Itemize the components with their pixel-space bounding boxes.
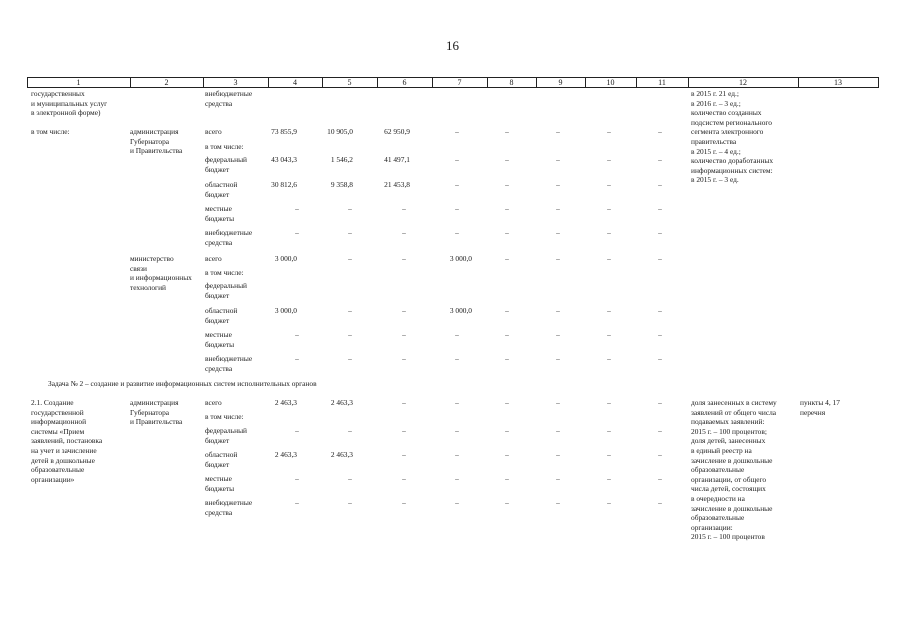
col1-text: в электронной форме) xyxy=(31,108,101,118)
dash-cell: – xyxy=(505,180,509,189)
col2-text: и Правительства xyxy=(130,417,183,427)
col2-text: администрация xyxy=(130,398,179,407)
header-col-number: 5 xyxy=(347,78,352,87)
dash-cell: – xyxy=(556,450,560,459)
dash-cell: – xyxy=(348,474,352,483)
col12-text: организации, от общего xyxy=(691,474,767,484)
col12-text: заявлений от общего числа xyxy=(691,407,777,417)
col3-label: бюджет xyxy=(205,435,230,445)
dash-cell: – xyxy=(402,330,406,339)
dash-cell: – xyxy=(455,354,459,363)
col12-text: в 2016 г. – 3 ед.; xyxy=(691,98,741,108)
col2-text: Губернатора xyxy=(130,136,170,146)
header-col-number: 4 xyxy=(293,78,297,87)
dash-cell: – xyxy=(348,354,352,363)
dash-cell: – xyxy=(658,254,662,263)
header-col-number: 6 xyxy=(402,78,407,87)
amount-cell: 41 497,1 xyxy=(384,155,410,164)
col12-text: количество созданных xyxy=(691,108,762,118)
col3-label: средства xyxy=(205,363,233,373)
dash-cell: – xyxy=(556,474,560,483)
dash-cell: – xyxy=(658,155,662,164)
header-col-separator xyxy=(878,77,879,88)
dash-cell: – xyxy=(658,474,662,483)
dash-cell: – xyxy=(505,306,509,315)
amount-cell: 2 463,3 xyxy=(274,398,297,407)
col12-text: в единый реестр на xyxy=(691,446,752,455)
dash-cell: – xyxy=(607,450,611,459)
dash-cell: – xyxy=(658,306,662,315)
dash-cell: – xyxy=(505,155,509,164)
col3-label: всего xyxy=(205,127,222,136)
dash-cell: – xyxy=(607,306,611,315)
dash-cell: – xyxy=(295,228,299,237)
dash-cell: – xyxy=(348,254,352,263)
amount-cell: 2 463,3 xyxy=(274,450,297,459)
col12-text: образовательные xyxy=(691,465,745,475)
col12-text: числа детей, состоящих xyxy=(691,484,766,494)
dash-cell: – xyxy=(607,398,611,407)
col12-text: доля занесенных в систему xyxy=(691,398,777,407)
col1-text: и муниципальных услуг xyxy=(31,98,108,108)
dash-cell: – xyxy=(455,498,459,507)
col3-label: федеральный xyxy=(205,281,247,290)
dash-cell: – xyxy=(607,330,611,339)
col12-text: в 2015 г. 21 ед.; xyxy=(691,89,739,98)
dash-cell: – xyxy=(402,204,406,213)
col1-text: информационной xyxy=(31,417,87,427)
amount-cell: 1 546,2 xyxy=(330,155,353,164)
amount-cell: 3 000,0 xyxy=(274,306,297,315)
col3-label: бюджеты xyxy=(205,213,235,223)
dash-cell: – xyxy=(607,228,611,237)
dash-cell: – xyxy=(505,204,509,213)
dash-cell: – xyxy=(556,127,560,136)
col1-text: образовательные xyxy=(31,465,85,475)
col1-text: государственной xyxy=(31,407,84,417)
col2-text: и информационных xyxy=(130,273,192,283)
col2-text: Губернатора xyxy=(130,407,170,417)
amount-cell: 73 855,9 xyxy=(271,127,297,136)
col12-text: зачисление в дошкольные xyxy=(691,455,773,465)
col1-text: на учет и зачисление xyxy=(31,446,97,455)
col12-text: в 2015 г. – 3 ед. xyxy=(691,175,739,185)
dash-cell: – xyxy=(348,204,352,213)
dash-cell: – xyxy=(607,155,611,164)
dash-cell: – xyxy=(402,426,406,435)
col3-label: областной xyxy=(205,450,238,459)
col12-text: правительства xyxy=(691,137,737,146)
col3-label: в том числе: xyxy=(205,268,244,277)
col3-label: федеральный xyxy=(205,155,247,164)
col3-label: средства xyxy=(205,507,233,517)
col12-text: 2015 г. – 100 процентов xyxy=(691,532,765,542)
col12-text: зачисление в дошкольные xyxy=(691,503,773,513)
dash-cell: – xyxy=(658,354,662,363)
col3-label: бюджет xyxy=(205,164,230,174)
col3-label: местные xyxy=(205,204,232,213)
col3-label: областной xyxy=(205,306,238,315)
dash-cell: – xyxy=(402,254,406,263)
amount-cell: 2 463,3 xyxy=(330,398,353,407)
col3-label: в том числе: xyxy=(205,142,244,151)
col3-label: областной xyxy=(205,180,238,189)
dash-cell: – xyxy=(658,498,662,507)
dash-cell: – xyxy=(556,330,560,339)
header-col-number: 13 xyxy=(834,78,842,87)
col2-text: технологий xyxy=(130,282,166,292)
col12-text: в очередности на xyxy=(691,494,745,503)
col3-label: местные xyxy=(205,474,232,483)
dash-cell: – xyxy=(505,398,509,407)
dash-cell: – xyxy=(556,398,560,407)
dash-cell: – xyxy=(658,426,662,435)
dash-cell: – xyxy=(455,155,459,164)
dash-cell: – xyxy=(607,180,611,189)
dash-cell: – xyxy=(556,498,560,507)
col3-label: внебюджетные xyxy=(205,354,253,363)
dash-cell: – xyxy=(402,498,406,507)
col12-text: подаваемых заявлений: xyxy=(691,417,765,427)
amount-cell: 30 812,6 xyxy=(271,180,297,189)
col3-label: внебюджетные xyxy=(205,228,253,237)
col2-text: связи xyxy=(130,263,147,273)
col12-text: организации: xyxy=(691,522,733,532)
amount-cell: 62 950,9 xyxy=(384,127,410,136)
dash-cell: – xyxy=(348,498,352,507)
dash-cell: – xyxy=(295,498,299,507)
dash-cell: – xyxy=(402,474,406,483)
dash-cell: – xyxy=(556,354,560,363)
dash-cell: – xyxy=(658,450,662,459)
dash-cell: – xyxy=(295,330,299,339)
dash-cell: – xyxy=(505,330,509,339)
col3-label: всего xyxy=(205,398,222,407)
dash-cell: – xyxy=(556,180,560,189)
dash-cell: – xyxy=(556,426,560,435)
dash-cell: – xyxy=(402,228,406,237)
header-col-number: 8 xyxy=(509,78,514,87)
header-col-number: 9 xyxy=(558,78,563,87)
dash-cell: – xyxy=(455,180,459,189)
col3-label: внебюджетные xyxy=(205,498,253,507)
amount-cell: 21 453,8 xyxy=(384,180,410,189)
col3-label: внебюджетные xyxy=(205,89,253,98)
dash-cell: – xyxy=(658,204,662,213)
col3-label: местные xyxy=(205,330,232,339)
dash-cell: – xyxy=(658,127,662,136)
col2-text: администрация xyxy=(130,127,179,136)
col12-text: доля детей, занесенных xyxy=(691,436,766,446)
col3-label: бюджет xyxy=(205,290,230,300)
dash-cell: – xyxy=(505,354,509,363)
col3-label: бюджеты xyxy=(205,339,235,349)
col2-text: и Правительства xyxy=(130,146,183,156)
dash-cell: – xyxy=(658,228,662,237)
col12-text: сегмента электронного xyxy=(691,127,764,137)
dash-cell: – xyxy=(505,228,509,237)
dash-cell: – xyxy=(455,450,459,459)
col1-text: системы «Прием xyxy=(31,426,85,436)
amount-cell: 3 000,0 xyxy=(449,306,472,315)
col2-text: министерство xyxy=(130,254,174,263)
dash-cell: – xyxy=(607,498,611,507)
dash-cell: – xyxy=(607,354,611,363)
col12-text: 2015 г. – 100 процентов; xyxy=(691,426,767,436)
col1-text: организации» xyxy=(31,474,75,484)
dash-cell: – xyxy=(556,306,560,315)
dash-cell: – xyxy=(348,426,352,435)
header-col-number: 12 xyxy=(739,78,747,87)
dash-cell: – xyxy=(505,498,509,507)
dash-cell: – xyxy=(556,155,560,164)
header-col-number: 3 xyxy=(233,78,238,87)
dash-cell: – xyxy=(455,330,459,339)
col12-text: количество доработанных xyxy=(691,156,774,166)
amount-cell: 10 905,0 xyxy=(327,127,353,136)
col3-label: в том числе: xyxy=(205,412,244,421)
dash-cell: – xyxy=(455,204,459,213)
header-col-number: 11 xyxy=(658,78,666,87)
col1-text: заявлений, постановка xyxy=(31,436,103,446)
col1-label: в том числе: xyxy=(31,127,70,136)
dash-cell: – xyxy=(607,474,611,483)
dash-cell: – xyxy=(607,204,611,213)
dash-cell: – xyxy=(505,254,509,263)
dash-cell: – xyxy=(348,228,352,237)
dash-cell: – xyxy=(505,474,509,483)
dash-cell: – xyxy=(295,474,299,483)
col3-label: всего xyxy=(205,254,222,263)
dash-cell: – xyxy=(607,426,611,435)
dash-cell: – xyxy=(658,398,662,407)
col1-text: 2.1. Создание xyxy=(31,398,74,407)
dash-cell: – xyxy=(658,330,662,339)
dash-cell: – xyxy=(658,180,662,189)
col1-text: государственных xyxy=(31,89,85,98)
header-col-number: 7 xyxy=(457,78,462,87)
col12-text: образовательные xyxy=(691,513,745,523)
col12-text: подсистем регионального xyxy=(691,117,772,127)
dash-cell: – xyxy=(455,228,459,237)
col3-label: бюджет xyxy=(205,459,230,469)
col12-text: информационных систем: xyxy=(691,165,773,175)
dash-cell: – xyxy=(402,354,406,363)
header-col-number: 10 xyxy=(606,78,615,87)
col3-label: бюджеты xyxy=(205,483,235,493)
dash-cell: – xyxy=(348,330,352,339)
dash-cell: – xyxy=(556,228,560,237)
col1-text: детей в дошкольные xyxy=(31,455,95,465)
task-heading: Задача № 2 – создание и развитие информационных систем исполнительных органов xyxy=(48,379,317,388)
dash-cell: – xyxy=(556,254,560,263)
dash-cell: – xyxy=(295,204,299,213)
dash-cell: – xyxy=(556,204,560,213)
dash-cell: – xyxy=(455,426,459,435)
amount-cell: 9 358,8 xyxy=(330,180,353,189)
dash-cell: – xyxy=(455,127,459,136)
col13-text: перечня xyxy=(800,407,826,417)
dash-cell: – xyxy=(607,254,611,263)
dash-cell: – xyxy=(455,398,459,407)
dash-cell: – xyxy=(505,127,509,136)
col3-label: средства xyxy=(205,98,233,108)
dash-cell: – xyxy=(607,127,611,136)
header-col-number: 1 xyxy=(76,78,81,87)
amount-cell: 2 463,3 xyxy=(330,450,353,459)
amount-cell: 3 000,0 xyxy=(274,254,297,263)
amount-cell: 3 000,0 xyxy=(449,254,472,263)
amount-cell: 43 043,3 xyxy=(271,155,297,164)
dash-cell: – xyxy=(402,398,406,407)
col3-label: федеральный xyxy=(205,426,247,435)
page-number: 16 xyxy=(446,38,459,53)
dash-cell: – xyxy=(455,474,459,483)
dash-cell: – xyxy=(295,354,299,363)
header-col-number: 2 xyxy=(164,78,169,87)
dash-cell: – xyxy=(348,306,352,315)
col13-text: пункты 4, 17 xyxy=(800,398,840,407)
col12-text: в 2015 г. – 4 ед.; xyxy=(691,146,741,156)
dash-cell: – xyxy=(505,426,509,435)
col3-label: бюджет xyxy=(205,189,230,199)
dash-cell: – xyxy=(505,450,509,459)
dash-cell: – xyxy=(402,450,406,459)
dash-cell: – xyxy=(402,306,406,315)
col3-label: бюджет xyxy=(205,315,230,325)
col3-label: средства xyxy=(205,237,233,247)
dash-cell: – xyxy=(295,426,299,435)
